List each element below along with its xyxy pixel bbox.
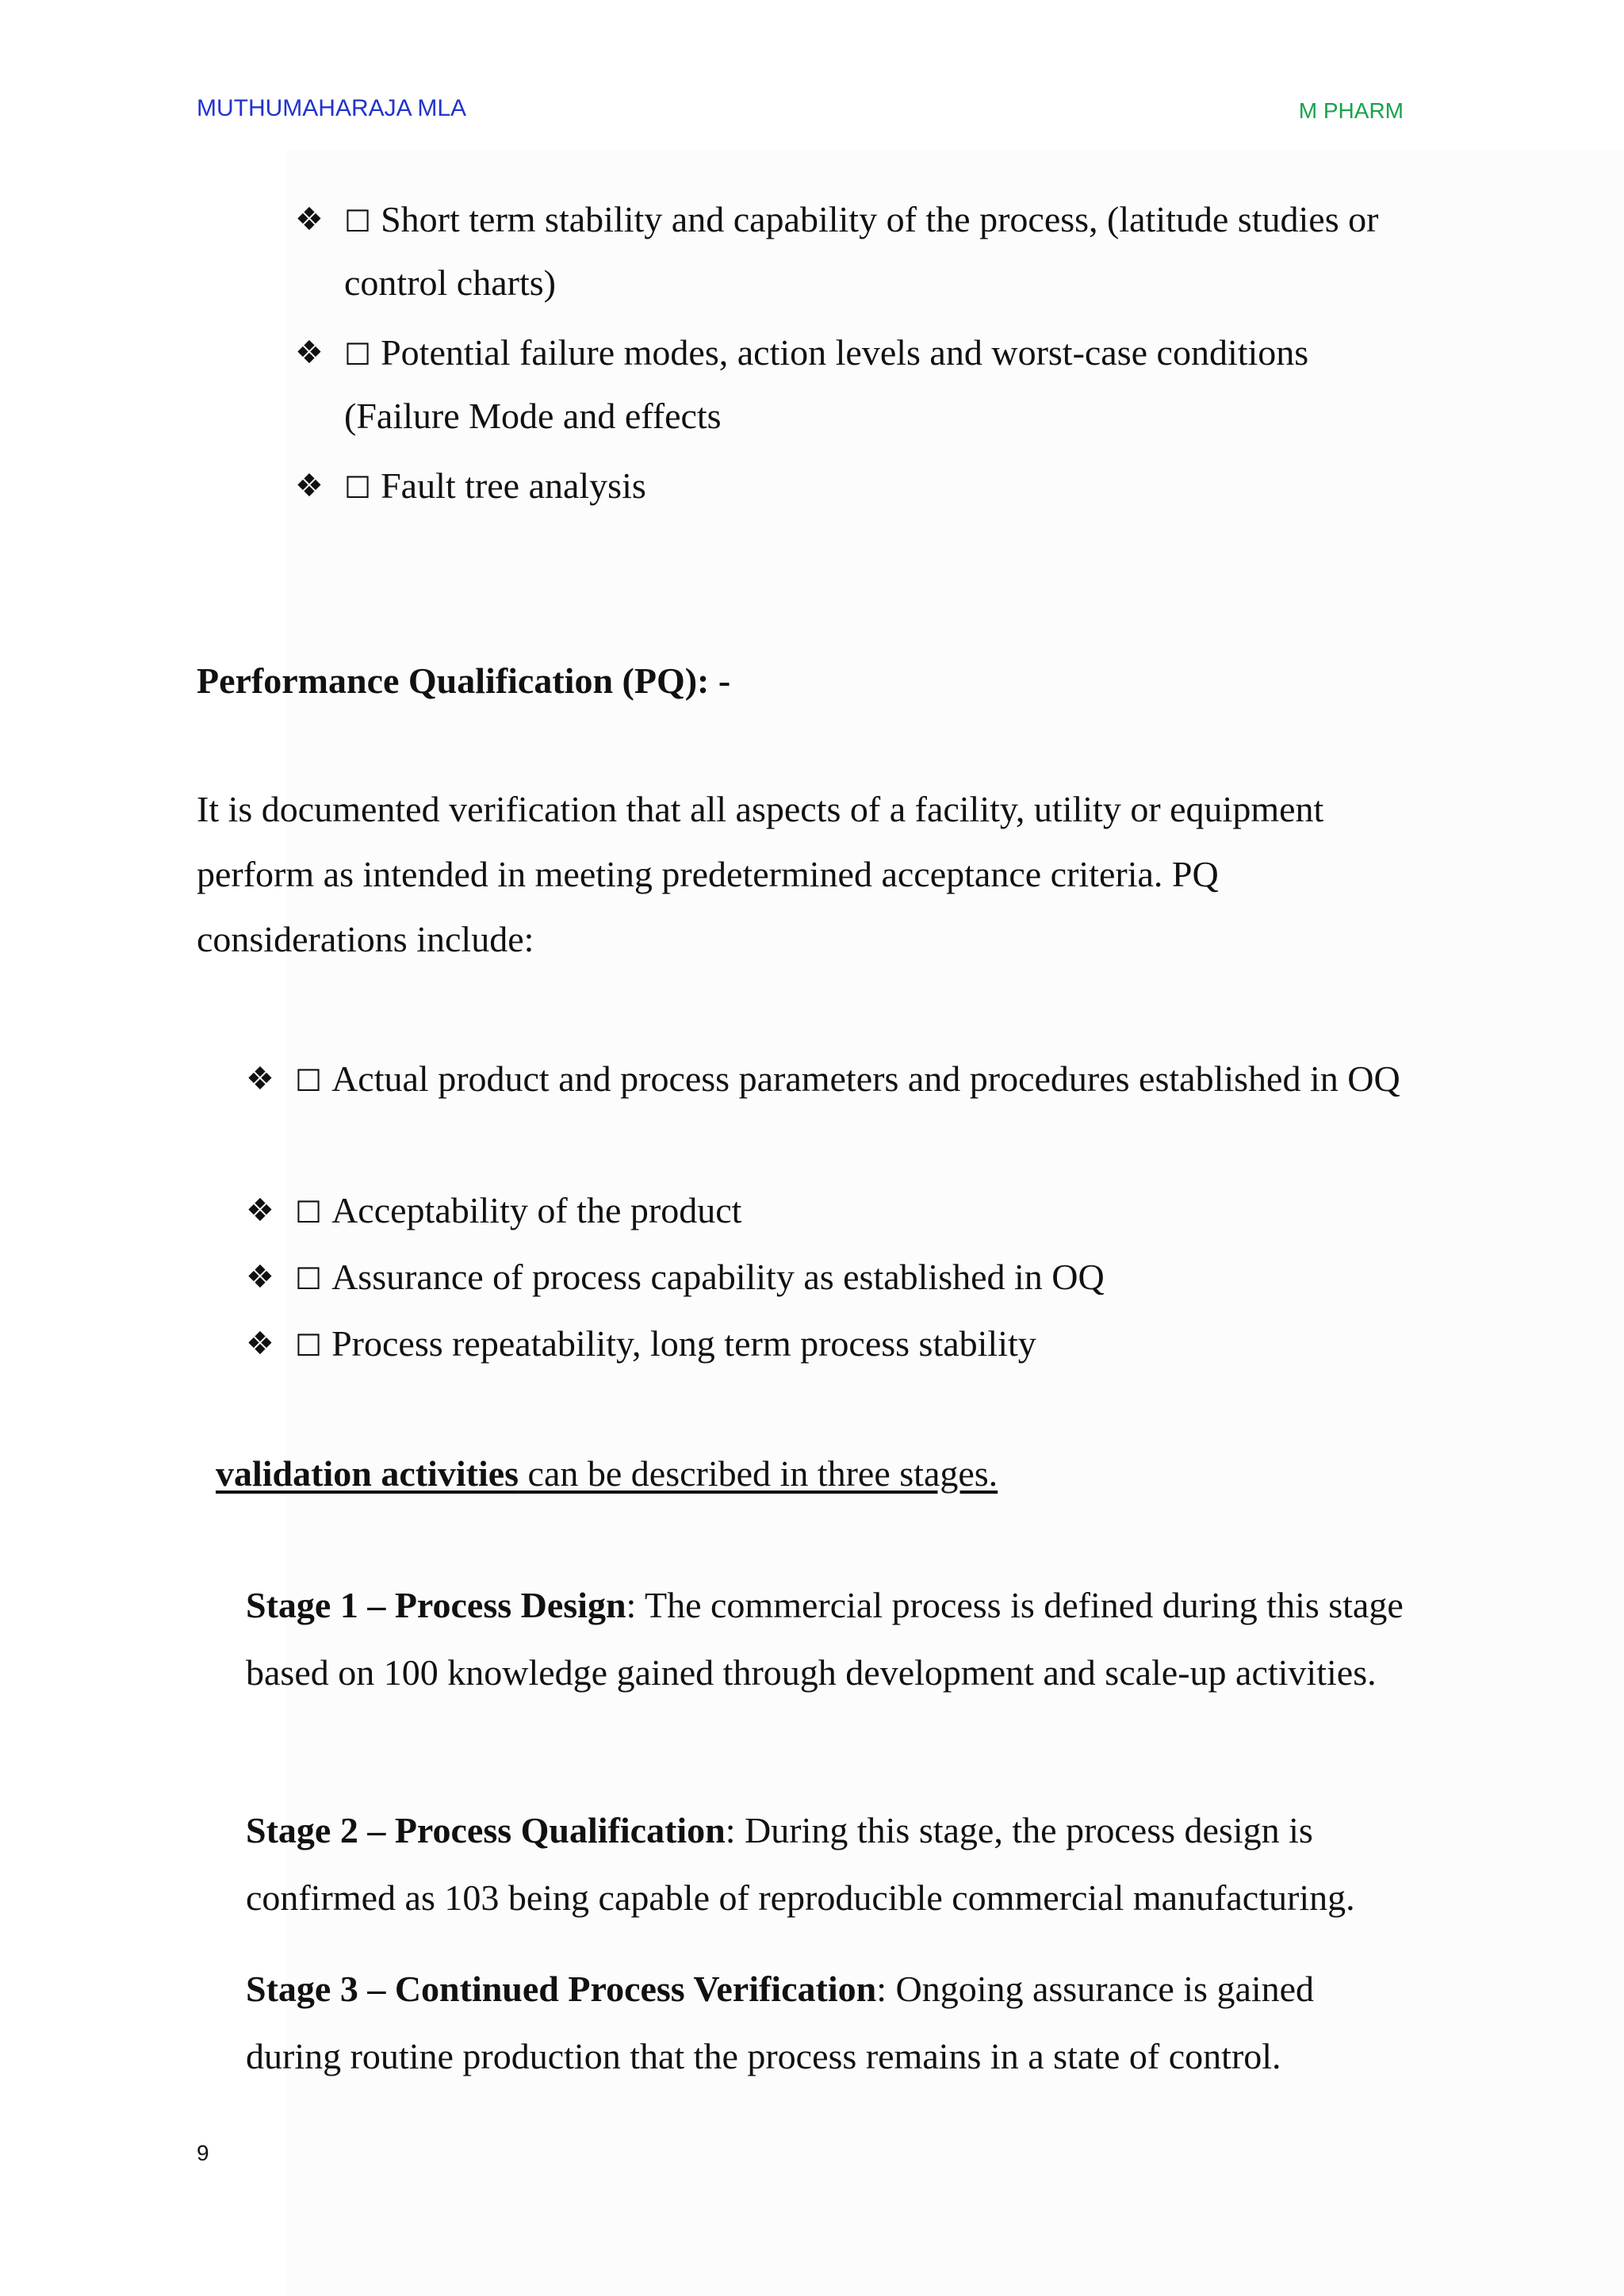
list-item — [246, 1313, 1411, 1376]
stage-body: : Ongoing assurance is gained during routine production that the process remains in a state of control. — [246, 1969, 1315, 2076]
four-diamond-bullet-icon: ❖ — [246, 1192, 274, 1229]
four-diamond-bullet-icon: ❖ — [246, 1326, 274, 1362]
header-author: MUTHUMAHARAJA MLA — [197, 95, 467, 121]
bullet-text: Actual product and process parameters and procedures established in OQ — [331, 1058, 1400, 1099]
four-diamond-bullet-icon: ❖ — [295, 335, 324, 371]
list-item — [295, 455, 1421, 519]
stage-title: Stage 1 – Process Design — [246, 1585, 626, 1625]
stage-title: Stage 3 – Continued Process Verification — [246, 1969, 877, 2009]
four-diamond-bullet-icon: ❖ — [246, 1061, 274, 1097]
list-item — [246, 1246, 1411, 1310]
four-diamond-bullet-icon: ❖ — [246, 1259, 274, 1295]
empty-box-glyph-icon: ☐ — [295, 1328, 323, 1363]
pq-paragraph: It is documented verification that all aspects of a facility, utility or equipment perform as intended in meeting predetermined acceptance criteria. PQ considerations include: — [197, 789, 1324, 959]
empty-box-glyph-icon: ☐ — [344, 204, 372, 239]
stage-body: : The commercial process is defined during this stage based on 100 knowledge gained through development and scale-up activities. — [246, 1585, 1404, 1693]
page-number: 9 — [197, 2141, 209, 2165]
empty-box-glyph-icon: ☐ — [344, 470, 372, 505]
four-diamond-bullet-icon: ❖ — [295, 468, 324, 504]
list-item — [246, 1180, 1411, 1243]
list-item — [246, 1048, 1411, 1112]
empty-box-glyph-icon: ☐ — [295, 1063, 323, 1098]
stage-body: : During this stage, the process design is confirmed as 103 being capable of reproducible commercial manufacturing. — [246, 1810, 1355, 1918]
bullet-text: Assurance of process capability as established in OQ — [331, 1257, 1105, 1297]
bullet-text: Fault tree analysis — [381, 465, 646, 506]
stage-paragraph — [246, 1797, 1411, 1931]
four-diamond-bullet-icon: ❖ — [295, 201, 324, 238]
section-heading: Performance Qualification (PQ): - — [197, 660, 731, 701]
bullet-text: Acceptability of the product — [331, 1190, 742, 1230]
bullet-text: Potential failure modes, action levels and worst-case conditions (Failure Mode and effects — [344, 332, 1309, 436]
validation-bold: validation activities — [216, 1453, 519, 1494]
empty-box-glyph-icon: ☐ — [295, 1261, 323, 1296]
bullet-text: Process repeatability, long term process stability — [331, 1323, 1036, 1364]
validation-rest: can be described in three stages. — [519, 1453, 998, 1494]
stage-paragraph — [246, 1571, 1411, 1706]
stage-title: Stage 2 – Process Qualification — [246, 1810, 726, 1850]
list-item — [295, 189, 1421, 314]
list-item — [295, 322, 1421, 447]
validation-intro — [216, 1452, 998, 1494]
empty-box-glyph-icon: ☐ — [344, 337, 372, 372]
stage-paragraph — [246, 1955, 1411, 2090]
empty-box-glyph-icon: ☐ — [295, 1195, 323, 1230]
bullet-text: Short term stability and capability of the process, (latitude studies or control charts) — [344, 199, 1379, 303]
header-course: M PHARM — [1298, 98, 1404, 123]
